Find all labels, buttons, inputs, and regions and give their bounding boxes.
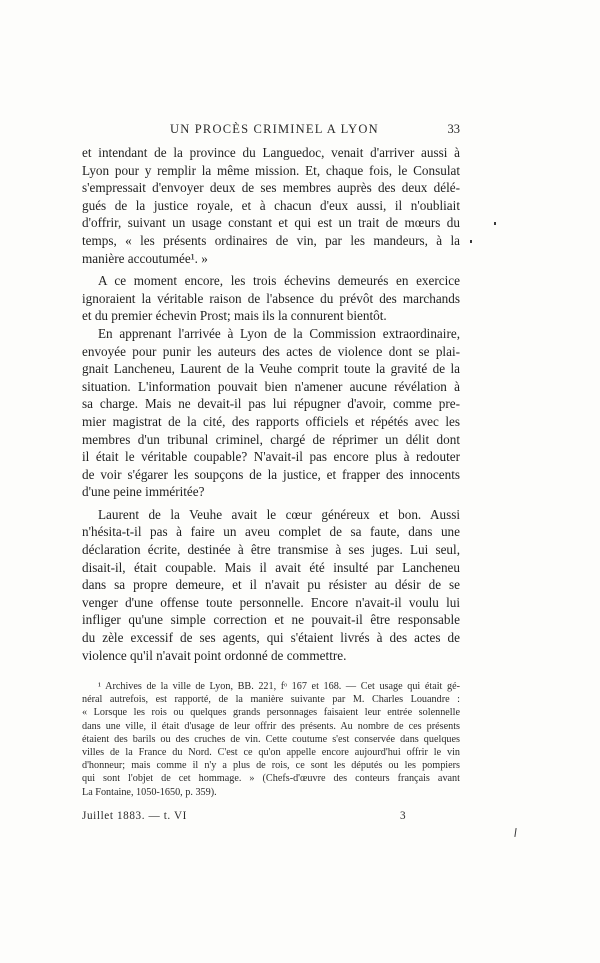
text-line: Laurent de la Veuhe avait le cœur généreux et bon. Aussi <box>98 506 460 522</box>
text-line: déclaration écrite, destinée à être transmise à ses juges. Lui seul, <box>82 542 460 558</box>
text-line: temps, « les présents ordinaires de vin, par les mandeurs, à la <box>82 232 460 248</box>
margin-mark <box>514 828 516 837</box>
paragraph <box>82 144 460 267</box>
footnote-line: néral autrefois, est rapporté, de la manière suivante par M. Charles Louandre : <box>82 694 460 706</box>
footnote-line: dans une ville, il était d'usage de leur offrir des présents. Au nombre de ces présents <box>82 720 460 732</box>
text-line: infliger qu'une simple correction et ne pouvait-il être responsable <box>82 612 460 628</box>
text-line: mier magistrat de la cité, des rapports officiels et répétés avec les <box>82 413 460 429</box>
text-line: situation. L'information pouvait bien n'amener aucune révélation à <box>82 378 460 394</box>
margin-mark <box>494 222 496 225</box>
margin-mark <box>470 240 472 243</box>
paragraph <box>82 325 460 501</box>
text-line: gnait Lancheneu, Laurent de la Veuhe comprit toute la gravité de la <box>82 361 460 377</box>
page-footer <box>82 810 460 826</box>
text-line: dans sa propre demeure, et il n'avait pu résister au désir de se <box>82 577 460 593</box>
footnote-line: villes de la France du Nord. C'est ce qu'on appelle encore aujourd'hui offrir le vin <box>82 746 460 758</box>
text-line: venger d'une offense toute personnelle. Encore n'avait-il voulu lui <box>82 594 460 610</box>
text-line: d'offrir, suivant un usage constant et qui est un trait de mœurs du <box>82 215 460 231</box>
text-line: sa charge. Mais ne devait-il pas lui répugner d'avoir, comme pre- <box>82 396 460 412</box>
footnote <box>82 680 460 799</box>
running-title: UN PROCÈS CRIMINEL A LYON <box>170 122 379 136</box>
text-line: violence qu'il n'avait point ordonné de commettre. <box>82 647 347 663</box>
page-number: 33 <box>447 122 460 136</box>
footnote-line: La Fontaine, 1050-1650, p. 359). <box>82 786 217 798</box>
paragraph <box>82 272 460 325</box>
text-line: s'empressait d'envoyer deux de ses membres auprès des deux délé- <box>82 180 460 196</box>
text-line: d'une peine imméritée? <box>82 484 205 500</box>
text-line: Lyon pour y remplir la même mission. Et, chaque fois, le Consulat <box>82 162 460 178</box>
text-line: En apprenant l'arrivée à Lyon de la Commission extraordinaire, <box>98 325 460 341</box>
text-line: et intendant de la province du Languedoc, venait d'arriver aussi à <box>82 145 460 160</box>
text-line: membres d'un tribunal criminel, chargé de réprimer un délit dont <box>82 431 460 447</box>
text-line: de voir s'égarer les soupçons de la justice, et frapper des innocents <box>82 466 460 482</box>
footer-date: Juillet 1883. — t. VI <box>82 810 188 822</box>
signature-mark: 3 <box>400 810 406 822</box>
paragraph <box>82 506 460 664</box>
running-head <box>82 122 460 140</box>
footnote-line: ¹ Archives de la ville de Lyon, BB. 221, fᵒ 167 et 168. — Cet usage qui était gé- <box>98 681 460 692</box>
footnote-line: « Lorsque les rois ou quelques grands personnages faisaient leur entrée solennelle <box>82 707 460 719</box>
text-line: disait-il, était coupable. Mais il avait été insulté par Lancheneu <box>82 559 460 575</box>
text-line: gués de la justice royale, et à chacun d'eux aussi, il n'oubliait <box>82 197 460 213</box>
text-line: du zèle excessif de ses agents, qui s'étaient livrés à des actes de <box>82 630 460 646</box>
text-line: envoyée pour punir les auteurs des actes de violence dont se plai- <box>82 343 460 359</box>
footnote-line: qui sont l'objet de cet hommage. » (Chefs-d'œuvre des conteurs français avant <box>82 773 460 785</box>
footnote-line: d'honneur; mais comme il n'y a plus de rois, ce sont les députés ou les pompiers <box>82 760 460 772</box>
footnote-line: étaient des barils ou des cruches de vin. Cette coutume s'est conservée dans quelques <box>82 733 460 745</box>
body-text <box>82 144 460 664</box>
text-line: A ce moment encore, les trois échevins demeurés en exercice <box>98 273 460 289</box>
text-line: manière accoutumée¹. » <box>82 250 208 266</box>
text-line: et du premier échevin Prost; mais ils la connurent bientôt. <box>82 308 387 324</box>
text-line: n'hésita-t-il pas à faire un aveu complet de sa faute, dans une <box>82 524 460 540</box>
text-line: il était le véritable coupable? N'avait-il pas encore plus à redouter <box>82 449 460 465</box>
text-line: ignoraient la véritable raison de l'absence du prévôt des marchands <box>82 290 460 306</box>
